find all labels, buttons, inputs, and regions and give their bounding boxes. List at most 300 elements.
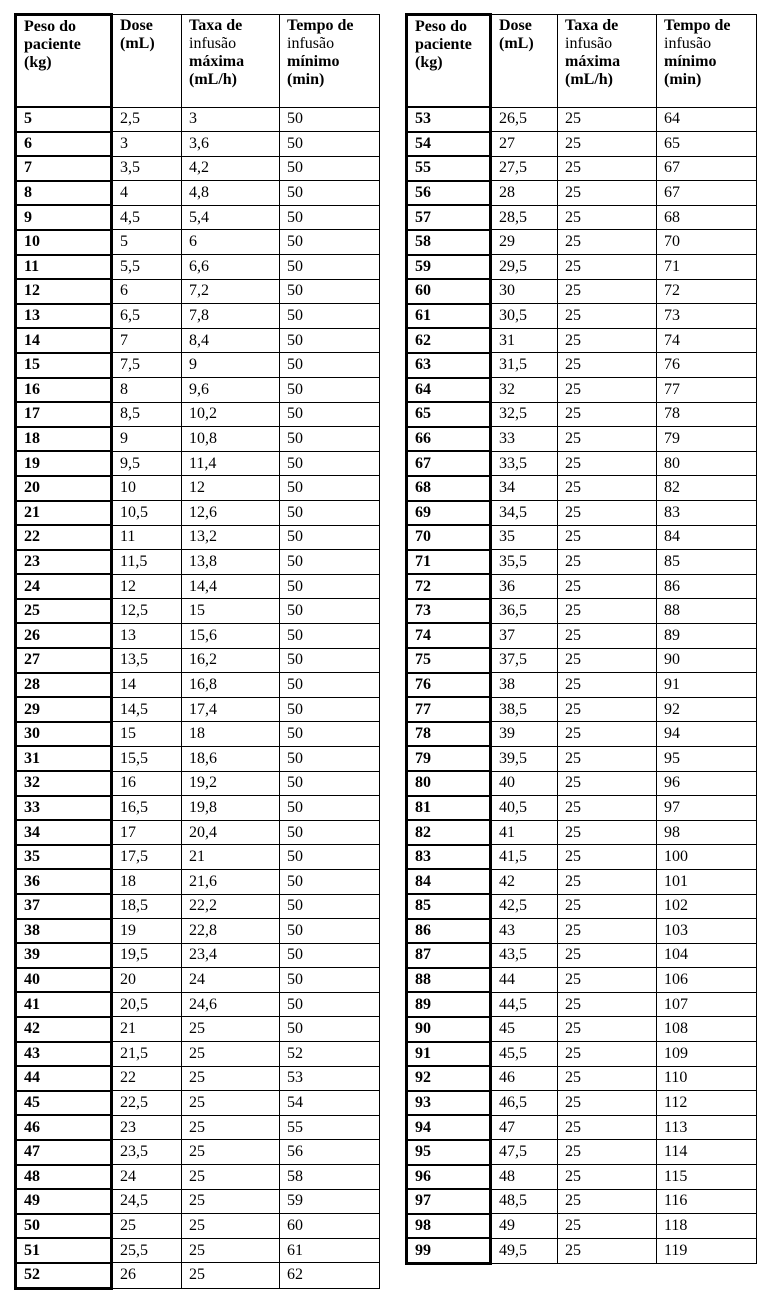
max-rate-cell: 25 <box>558 255 657 280</box>
weight-cell: 10 <box>16 230 112 255</box>
weight-cell: 75 <box>407 648 491 673</box>
weight-cell: 90 <box>407 1017 491 1042</box>
table-row <box>16 304 380 329</box>
table-row <box>407 1091 757 1116</box>
max-rate-cell: 13,8 <box>182 550 280 575</box>
dose-cell: 26 <box>112 1263 182 1288</box>
max-rate-cell: 25 <box>182 1017 280 1042</box>
max-rate-cell: 25 <box>558 943 657 968</box>
header-weight <box>407 15 491 108</box>
weight-cell: 60 <box>407 279 491 304</box>
table-row <box>407 181 757 206</box>
dose-cell: 18 <box>112 869 182 894</box>
max-rate-cell: 18 <box>182 722 280 747</box>
table-row <box>407 550 757 575</box>
weight-cell: 13 <box>16 304 112 329</box>
min-time-cell: 113 <box>657 1115 757 1140</box>
weight-cell: 43 <box>16 1042 112 1067</box>
min-time-cell: 96 <box>657 771 757 796</box>
table-row <box>16 574 380 599</box>
min-time-cell: 50 <box>280 820 380 845</box>
table-row <box>16 156 380 181</box>
dose-cell: 16 <box>112 771 182 796</box>
header-line: mínimo <box>664 53 717 70</box>
max-rate-cell: 25 <box>558 304 657 329</box>
weight-cell: 6 <box>16 132 112 157</box>
table-row <box>407 992 757 1017</box>
min-time-cell: 78 <box>657 402 757 427</box>
max-rate-cell: 16,2 <box>182 648 280 673</box>
max-rate-cell: 22,8 <box>182 919 280 944</box>
table-row <box>407 255 757 280</box>
weight-cell: 65 <box>407 402 491 427</box>
max-rate-cell: 25 <box>558 378 657 403</box>
max-rate-cell: 25 <box>558 427 657 452</box>
dose-cell: 23,5 <box>112 1140 182 1165</box>
weight-cell: 55 <box>407 156 491 181</box>
max-rate-cell: 19,8 <box>182 796 280 821</box>
table-row <box>407 279 757 304</box>
dose-cell: 27,5 <box>491 156 558 181</box>
dose-cell: 48 <box>491 1165 558 1190</box>
dose-cell: 48,5 <box>491 1189 558 1214</box>
min-time-cell: 86 <box>657 574 757 599</box>
dose-cell: 43,5 <box>491 943 558 968</box>
min-time-cell: 50 <box>280 673 380 698</box>
min-time-cell: 50 <box>280 402 380 427</box>
min-time-cell: 50 <box>280 230 380 255</box>
dose-cell: 44 <box>491 968 558 993</box>
table-row <box>407 1189 757 1214</box>
max-rate-cell: 25 <box>558 1238 657 1263</box>
dose-cell: 36 <box>491 574 558 599</box>
max-rate-cell: 25 <box>558 1140 657 1165</box>
min-time-cell: 50 <box>280 353 380 378</box>
max-rate-cell: 25 <box>558 722 657 747</box>
dose-cell: 17 <box>112 820 182 845</box>
table-row <box>16 599 380 624</box>
table-row <box>16 1091 380 1116</box>
min-time-cell: 50 <box>280 255 380 280</box>
dose-cell: 40 <box>491 771 558 796</box>
weight-cell: 87 <box>407 943 491 968</box>
dose-cell: 28,5 <box>491 205 558 230</box>
max-rate-cell: 22,2 <box>182 894 280 919</box>
max-rate-cell: 18,6 <box>182 746 280 771</box>
dose-cell: 5,5 <box>112 255 182 280</box>
table-row <box>407 1066 757 1091</box>
table-row <box>407 648 757 673</box>
max-rate-cell: 12 <box>182 476 280 501</box>
weight-cell: 26 <box>16 623 112 648</box>
weight-cell: 34 <box>16 820 112 845</box>
max-rate-cell: 25 <box>558 501 657 526</box>
table-row <box>16 919 380 944</box>
min-time-cell: 114 <box>657 1140 757 1165</box>
max-rate-cell: 25 <box>558 1214 657 1239</box>
max-rate-cell: 25 <box>558 1042 657 1067</box>
max-rate-cell: 16,8 <box>182 673 280 698</box>
weight-cell: 5 <box>16 107 112 132</box>
max-rate-cell: 3 <box>182 107 280 132</box>
min-time-cell: 50 <box>280 279 380 304</box>
weight-cell: 32 <box>16 771 112 796</box>
table-row <box>407 968 757 993</box>
table-row <box>407 1017 757 1042</box>
table-row <box>16 550 380 575</box>
weight-cell: 33 <box>16 796 112 821</box>
table-row <box>16 255 380 280</box>
dose-cell: 42 <box>491 869 558 894</box>
dose-cell: 6,5 <box>112 304 182 329</box>
max-rate-cell: 25 <box>558 820 657 845</box>
table-row <box>16 943 380 968</box>
max-rate-cell: 25 <box>558 869 657 894</box>
table-row <box>407 796 757 821</box>
min-time-cell: 67 <box>657 181 757 206</box>
dose-cell: 15 <box>112 722 182 747</box>
weight-cell: 92 <box>407 1066 491 1091</box>
max-rate-cell: 25 <box>182 1066 280 1091</box>
table-row <box>16 1165 380 1190</box>
min-time-cell: 50 <box>280 919 380 944</box>
header-max-rate <box>558 15 657 108</box>
dose-cell: 6 <box>112 279 182 304</box>
weight-cell: 74 <box>407 623 491 648</box>
weight-cell: 48 <box>16 1165 112 1190</box>
header-line: (mL) <box>499 35 534 52</box>
table-row <box>16 328 380 353</box>
max-rate-cell: 25 <box>558 1091 657 1116</box>
table-row <box>16 378 380 403</box>
min-time-cell: 50 <box>280 451 380 476</box>
weight-cell: 16 <box>16 378 112 403</box>
dose-cell: 24,5 <box>112 1189 182 1214</box>
dose-cell: 32,5 <box>491 402 558 427</box>
weight-cell: 84 <box>407 869 491 894</box>
max-rate-cell: 25 <box>558 205 657 230</box>
min-time-cell: 52 <box>280 1042 380 1067</box>
table-row <box>407 1214 757 1239</box>
min-time-cell: 50 <box>280 894 380 919</box>
min-time-cell: 50 <box>280 304 380 329</box>
dose-cell: 4 <box>112 181 182 206</box>
dose-cell: 30,5 <box>491 304 558 329</box>
weight-cell: 96 <box>407 1165 491 1190</box>
header-weight <box>16 15 112 108</box>
table-row <box>16 181 380 206</box>
table-row <box>407 771 757 796</box>
min-time-cell: 73 <box>657 304 757 329</box>
table-row <box>407 230 757 255</box>
min-time-cell: 67 <box>657 156 757 181</box>
table-row <box>407 476 757 501</box>
dose-cell: 38,5 <box>491 697 558 722</box>
weight-cell: 62 <box>407 328 491 353</box>
dose-cell: 39,5 <box>491 746 558 771</box>
table-row <box>16 648 380 673</box>
max-rate-cell: 25 <box>558 107 657 132</box>
weight-cell: 94 <box>407 1115 491 1140</box>
min-time-cell: 64 <box>657 107 757 132</box>
dose-cell: 13 <box>112 623 182 648</box>
min-time-cell: 54 <box>280 1091 380 1116</box>
dose-cell: 34 <box>491 476 558 501</box>
min-time-cell: 50 <box>280 328 380 353</box>
max-rate-cell: 7,2 <box>182 279 280 304</box>
max-rate-cell: 4,8 <box>182 181 280 206</box>
dose-cell: 10 <box>112 476 182 501</box>
min-time-cell: 53 <box>280 1066 380 1091</box>
table-row <box>16 1189 380 1214</box>
header-line: paciente <box>415 36 472 53</box>
dose-cell: 14 <box>112 673 182 698</box>
weight-cell: 64 <box>407 378 491 403</box>
header-max-rate <box>182 15 280 108</box>
table-row <box>16 845 380 870</box>
max-rate-cell: 5,4 <box>182 205 280 230</box>
weight-cell: 35 <box>16 845 112 870</box>
min-time-cell: 71 <box>657 255 757 280</box>
table-row <box>16 353 380 378</box>
min-time-cell: 90 <box>657 648 757 673</box>
min-time-cell: 50 <box>280 722 380 747</box>
header-line: (kg) <box>415 54 443 71</box>
header-line: infusão <box>287 35 335 52</box>
max-rate-cell: 25 <box>558 845 657 870</box>
table-row <box>16 697 380 722</box>
weight-cell: 38 <box>16 919 112 944</box>
header-line: Tempo de <box>664 17 731 34</box>
table-row <box>407 820 757 845</box>
table-row <box>407 623 757 648</box>
max-rate-cell: 25 <box>558 156 657 181</box>
weight-cell: 83 <box>407 845 491 870</box>
max-rate-cell: 7,8 <box>182 304 280 329</box>
table-row <box>407 1140 757 1165</box>
min-time-cell: 50 <box>280 943 380 968</box>
dose-cell: 46,5 <box>491 1091 558 1116</box>
max-rate-cell: 25 <box>182 1042 280 1067</box>
min-time-cell: 108 <box>657 1017 757 1042</box>
min-time-cell: 91 <box>657 673 757 698</box>
min-time-cell: 50 <box>280 156 380 181</box>
dose-cell: 25,5 <box>112 1238 182 1263</box>
dose-cell: 20 <box>112 968 182 993</box>
table-row <box>407 205 757 230</box>
table-row <box>16 968 380 993</box>
min-time-cell: 118 <box>657 1214 757 1239</box>
dose-cell: 49,5 <box>491 1238 558 1263</box>
header-dose <box>112 15 182 108</box>
min-time-cell: 68 <box>657 205 757 230</box>
dose-cell: 22 <box>112 1066 182 1091</box>
header-line: infusão <box>565 35 613 52</box>
header-line: infusão <box>189 35 237 52</box>
min-time-cell: 83 <box>657 501 757 526</box>
table-row <box>16 1066 380 1091</box>
header-row <box>407 15 757 108</box>
dose-cell: 5 <box>112 230 182 255</box>
max-rate-cell: 25 <box>558 894 657 919</box>
max-rate-cell: 25 <box>558 230 657 255</box>
weight-cell: 14 <box>16 328 112 353</box>
max-rate-cell: 20,4 <box>182 820 280 845</box>
dose-cell: 44,5 <box>491 992 558 1017</box>
min-time-cell: 110 <box>657 1066 757 1091</box>
max-rate-cell: 9 <box>182 353 280 378</box>
table-row <box>16 427 380 452</box>
weight-cell: 89 <box>407 992 491 1017</box>
min-time-cell: 106 <box>657 968 757 993</box>
table-row <box>407 427 757 452</box>
weight-cell: 67 <box>407 451 491 476</box>
min-time-cell: 61 <box>280 1238 380 1263</box>
weight-cell: 31 <box>16 746 112 771</box>
table-row <box>407 845 757 870</box>
max-rate-cell: 25 <box>558 279 657 304</box>
min-time-cell: 60 <box>280 1214 380 1239</box>
min-time-cell: 55 <box>280 1115 380 1140</box>
weight-cell: 61 <box>407 304 491 329</box>
max-rate-cell: 25 <box>558 451 657 476</box>
max-rate-cell: 25 <box>558 181 657 206</box>
table-row <box>407 894 757 919</box>
max-rate-cell: 21 <box>182 845 280 870</box>
min-time-cell: 98 <box>657 820 757 845</box>
weight-cell: 50 <box>16 1214 112 1239</box>
table-row <box>407 697 757 722</box>
min-time-cell: 50 <box>280 796 380 821</box>
max-rate-cell: 8,4 <box>182 328 280 353</box>
table-row <box>407 402 757 427</box>
table-row <box>16 623 380 648</box>
min-time-cell: 50 <box>280 501 380 526</box>
dose-cell: 39 <box>491 722 558 747</box>
min-time-cell: 50 <box>280 574 380 599</box>
max-rate-cell: 25 <box>182 1115 280 1140</box>
table-row <box>407 919 757 944</box>
min-time-cell: 77 <box>657 378 757 403</box>
min-time-cell: 104 <box>657 943 757 968</box>
header-line: Dose <box>120 17 153 34</box>
dose-cell: 33 <box>491 427 558 452</box>
table-row <box>407 673 757 698</box>
weight-cell: 27 <box>16 648 112 673</box>
min-time-cell: 76 <box>657 353 757 378</box>
header-row <box>16 15 380 108</box>
dosing-table-right <box>405 13 757 1265</box>
dose-cell: 16,5 <box>112 796 182 821</box>
min-time-cell: 50 <box>280 968 380 993</box>
table-row <box>16 992 380 1017</box>
weight-cell: 15 <box>16 353 112 378</box>
max-rate-cell: 24,6 <box>182 992 280 1017</box>
weight-cell: 44 <box>16 1066 112 1091</box>
weight-cell: 53 <box>407 107 491 132</box>
header-line: Tempo de <box>287 17 354 34</box>
weight-cell: 56 <box>407 181 491 206</box>
weight-cell: 36 <box>16 869 112 894</box>
header-line: (mL/h) <box>189 71 237 88</box>
min-time-cell: 102 <box>657 894 757 919</box>
weight-cell: 70 <box>407 525 491 550</box>
max-rate-cell: 25 <box>558 968 657 993</box>
max-rate-cell: 17,4 <box>182 697 280 722</box>
header-min-time <box>280 15 380 108</box>
weight-cell: 59 <box>407 255 491 280</box>
dose-cell: 19 <box>112 919 182 944</box>
dose-cell: 21 <box>112 1017 182 1042</box>
min-time-cell: 58 <box>280 1165 380 1190</box>
min-time-cell: 50 <box>280 845 380 870</box>
min-time-cell: 116 <box>657 1189 757 1214</box>
max-rate-cell: 25 <box>558 1189 657 1214</box>
min-time-cell: 59 <box>280 1189 380 1214</box>
table-row <box>407 378 757 403</box>
header-line: máxima <box>189 53 245 70</box>
dose-cell: 30 <box>491 279 558 304</box>
weight-cell: 51 <box>16 1238 112 1263</box>
dose-cell: 46 <box>491 1066 558 1091</box>
min-time-cell: 50 <box>280 599 380 624</box>
table-row <box>407 943 757 968</box>
dose-cell: 12 <box>112 574 182 599</box>
min-time-cell: 50 <box>280 107 380 132</box>
min-time-cell: 119 <box>657 1238 757 1263</box>
dose-cell: 20,5 <box>112 992 182 1017</box>
dose-cell: 45,5 <box>491 1042 558 1067</box>
table-row <box>407 722 757 747</box>
dose-cell: 40,5 <box>491 796 558 821</box>
min-time-cell: 50 <box>280 525 380 550</box>
weight-cell: 52 <box>16 1263 112 1288</box>
max-rate-cell: 15,6 <box>182 623 280 648</box>
dose-cell: 15,5 <box>112 746 182 771</box>
max-rate-cell: 25 <box>558 132 657 157</box>
min-time-cell: 50 <box>280 427 380 452</box>
table-row <box>407 304 757 329</box>
dose-cell: 36,5 <box>491 599 558 624</box>
dose-cell: 41,5 <box>491 845 558 870</box>
dose-cell: 13,5 <box>112 648 182 673</box>
min-time-cell: 109 <box>657 1042 757 1067</box>
table-row <box>16 451 380 476</box>
weight-cell: 63 <box>407 353 491 378</box>
max-rate-cell: 25 <box>558 623 657 648</box>
dose-cell: 49 <box>491 1214 558 1239</box>
table-row <box>16 525 380 550</box>
header-line: paciente <box>24 36 81 53</box>
max-rate-cell: 25 <box>558 353 657 378</box>
max-rate-cell: 25 <box>558 550 657 575</box>
weight-cell: 21 <box>16 501 112 526</box>
max-rate-cell: 14,4 <box>182 574 280 599</box>
dose-cell: 33,5 <box>491 451 558 476</box>
table-row <box>16 476 380 501</box>
table-row <box>16 1042 380 1067</box>
max-rate-cell: 25 <box>182 1238 280 1263</box>
min-time-cell: 89 <box>657 623 757 648</box>
max-rate-cell: 10,2 <box>182 402 280 427</box>
weight-cell: 71 <box>407 550 491 575</box>
max-rate-cell: 6 <box>182 230 280 255</box>
dose-cell: 3,5 <box>112 156 182 181</box>
max-rate-cell: 25 <box>182 1165 280 1190</box>
table-row <box>16 1017 380 1042</box>
table-row <box>407 1238 757 1263</box>
header-line: infusão <box>664 35 712 52</box>
